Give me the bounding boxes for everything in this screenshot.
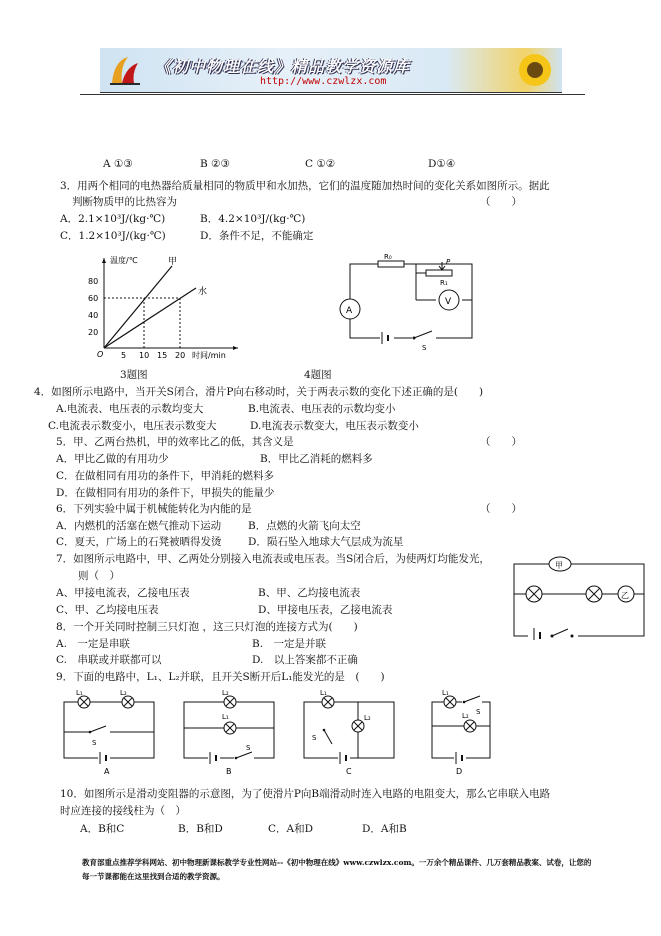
fig9-label-c: C <box>346 767 352 776</box>
fig9-label-a: A <box>104 767 110 776</box>
svg-text:L₂: L₂ <box>462 712 469 720</box>
banner-url[interactable]: http://www.czwlzx.com <box>260 76 387 87</box>
fig9-label-b: B <box>226 767 232 776</box>
fig4-label-s: S <box>422 344 427 352</box>
logo-icon <box>108 53 142 87</box>
fig3-xlabel: 时间/min <box>192 351 226 360</box>
q2-option-c: C ①② <box>305 158 336 170</box>
q8-option-d: D. 以上答案都不正确 <box>252 654 358 666</box>
q7-stem-line1: 7．如图所示电路中，甲、乙两处分别接入电流表或电压表。当S闭合后，为使两灯均能发光， <box>56 553 490 565</box>
q10-option-b: B．B和D <box>178 823 223 835</box>
q3-stem-line1: 3．用两个相同的电热器给质量相同的物质甲和水加热，它们的温度随加热时间的变化关系如图所示。据此 <box>60 180 550 192</box>
fig3-label-jia: 甲 <box>168 257 178 267</box>
q8-option-c: C. 串联或并联都可以 <box>56 654 162 666</box>
q10-option-a: A．B和C <box>80 823 125 835</box>
svg-text:L₁: L₁ <box>442 689 449 697</box>
fig4-label-r1: R₁ <box>440 279 448 287</box>
fig7-label-yi: 乙 <box>621 591 629 600</box>
fig3-label-shui: 水 <box>198 287 208 297</box>
fig7-label-jia: 甲 <box>555 561 563 570</box>
fig3-xtick-5: 5 <box>121 351 127 360</box>
q9-stem: 9．下面的电路中，L₁、L₂并联，且开关S断开后L₁能发光的是 ( ) <box>56 671 385 683</box>
svg-text:L₂: L₂ <box>364 714 371 722</box>
fig9-circuit-c <box>304 689 394 776</box>
q4-option-b: B.电流表、电压表的示数均变小 <box>248 403 396 415</box>
q6-stem: 6．下列实验中属于机械能转化为内能的是 <box>56 503 252 515</box>
svg-text:S: S <box>476 708 481 716</box>
q6-option-d: D．陨石坠入地球大气层成为流星 <box>248 536 404 548</box>
fig3-ytick-20: 20 <box>88 328 99 337</box>
q7-option-d: D、甲接电压表，乙接电流表 <box>258 604 393 616</box>
fig4-label-p: P <box>446 258 451 266</box>
q2-option-a: A ①③ <box>103 158 133 170</box>
svg-text:S: S <box>92 739 97 747</box>
fig3-ytick-40: 40 <box>88 311 99 320</box>
fig4-label-a: A <box>346 306 353 316</box>
fig3-graph <box>88 252 248 362</box>
svg-text:S: S <box>312 734 317 742</box>
fig4-caption: 4题图 <box>304 369 332 381</box>
q3-bracket: （ ） <box>480 196 522 208</box>
fig4-slider-p <box>439 262 445 270</box>
fig9-circuit-a <box>64 689 154 776</box>
q10-option-d: D．A和B <box>362 823 407 835</box>
fig3-xtick-20: 20 <box>175 351 186 360</box>
q5-option-d: D．在做相同有用功的条件下，甲损失的能量少 <box>56 487 275 499</box>
fig3-ylabel: 温度/℃ <box>110 256 138 265</box>
fig3-ytick-80: 80 <box>88 277 99 286</box>
fig4-rheostat-r1 <box>426 270 452 276</box>
q5-bracket: （ ） <box>480 436 522 448</box>
svg-text:L₂: L₂ <box>222 689 229 697</box>
q6-option-c: C．夏天，广场上的石凳被晒得发烫 <box>56 536 222 548</box>
q8-stem: 8．一个开关同时控制三只灯泡 ，这三只灯泡的连接方式为( ) <box>56 621 358 633</box>
svg-text:L₁: L₁ <box>76 689 83 697</box>
q5-option-a: A．甲比乙做的有用功少 <box>56 453 169 465</box>
fig3-xtick-10: 10 <box>139 351 150 360</box>
q6-option-b: B．点燃的火箭飞向太空 <box>248 520 361 532</box>
q3-stem-line2: 判断物质甲的比热容为 <box>72 196 177 208</box>
footer-note: 教育部重点推荐学科网站、初中物理新课标教学专业性网站--《初中物理在线》www.czwlzx.com。一万余个精品课件、几万套精品教案、试卷，让您的每一节课都能在这里找到合适的教学资源。 <box>82 858 592 881</box>
q4-option-a: A.电流表、电压表的示数均变大 <box>56 403 204 415</box>
q10-option-c: C．A和D <box>268 823 314 835</box>
q5-option-c: C．在做相同有用功的条件下，甲消耗的燃料多 <box>56 470 275 482</box>
q10-stem-line2: 时应连接的接线柱为（ ） <box>60 805 186 817</box>
q6-bracket: （ ） <box>480 503 522 515</box>
q3-option-b: B．4.2×10³J/(kg·℃) <box>200 213 306 225</box>
q4-option-c: C.电流表示数变小，电压表示数变大 <box>48 420 217 432</box>
q8-option-a: A. 一定是串联 <box>56 638 130 650</box>
fig9-circuit-d <box>432 689 490 776</box>
fig7-circuit <box>508 556 653 640</box>
q5-stem: 5．甲、乙两台热机，甲的效率比乙的低，其含义是 <box>56 436 294 448</box>
fig4-label-r0: R₀ <box>384 254 392 261</box>
q10-stem-line1: 10．如图所示是滑动变阻器的示意图，为了使滑片P向B端滑动时连入电路的电阻变大，那么它串联入电路 <box>60 788 551 800</box>
svg-text:L₁: L₁ <box>222 713 229 721</box>
svg-text:L₁: L₁ <box>320 689 327 697</box>
q5-option-b: B．甲比乙消耗的燃料多 <box>260 453 373 465</box>
fig3-ytick-60: 60 <box>88 294 99 303</box>
q7-option-b: B、甲、乙均接电流表 <box>258 587 361 599</box>
fig3-line-jia <box>104 266 172 348</box>
header-rule <box>80 94 585 95</box>
q4-stem: 4．如图所示电路中，当开关S闭合，滑片P向右移动时，关于两表示数的变化下述正确的是( ) <box>34 386 484 398</box>
q3-option-d: D．条件不足，不能确定 <box>200 230 314 242</box>
fig9-circuits <box>58 688 498 778</box>
q6-option-a: A．内燃机的活塞在燃气推动下运动 <box>56 520 222 532</box>
header-banner <box>100 48 562 93</box>
fig4-circuit <box>332 254 482 354</box>
q3-option-a: A．2.1×10³J/(kg·℃) <box>60 213 166 225</box>
fig3-origin: O <box>97 350 104 359</box>
fig3-line-shui <box>104 288 196 348</box>
svg-text:L₂: L₂ <box>120 689 127 697</box>
q7-option-a: A、甲接电流表，乙接电压表 <box>56 587 190 599</box>
svg-text:S: S <box>246 744 251 752</box>
q3-option-c: C．1.2×10³J/(kg·℃) <box>60 230 166 242</box>
fig9-label-d: D <box>456 767 463 776</box>
fig3-xtick-15: 15 <box>157 351 168 360</box>
q7-stem-line2: 则（ ） <box>78 570 120 582</box>
fig4-resistor-r0 <box>378 261 404 267</box>
fig3-caption: 3题图 <box>120 369 148 381</box>
q4-option-d: D.电流表示数变大，电压表示数变小 <box>250 420 419 432</box>
q7-option-c: C、甲、乙均接电压表 <box>56 604 159 616</box>
q8-option-b: B. 一定是并联 <box>252 638 327 650</box>
banner-title: 《初中物理在线》精品教学资源库 <box>155 57 411 76</box>
q2-option-d: D①④ <box>428 158 456 170</box>
fig4-label-v: V <box>445 297 452 307</box>
fig9-circuit-b <box>184 689 274 776</box>
q2-option-b: B ②③ <box>200 158 230 170</box>
sunflower-icon <box>510 50 560 90</box>
